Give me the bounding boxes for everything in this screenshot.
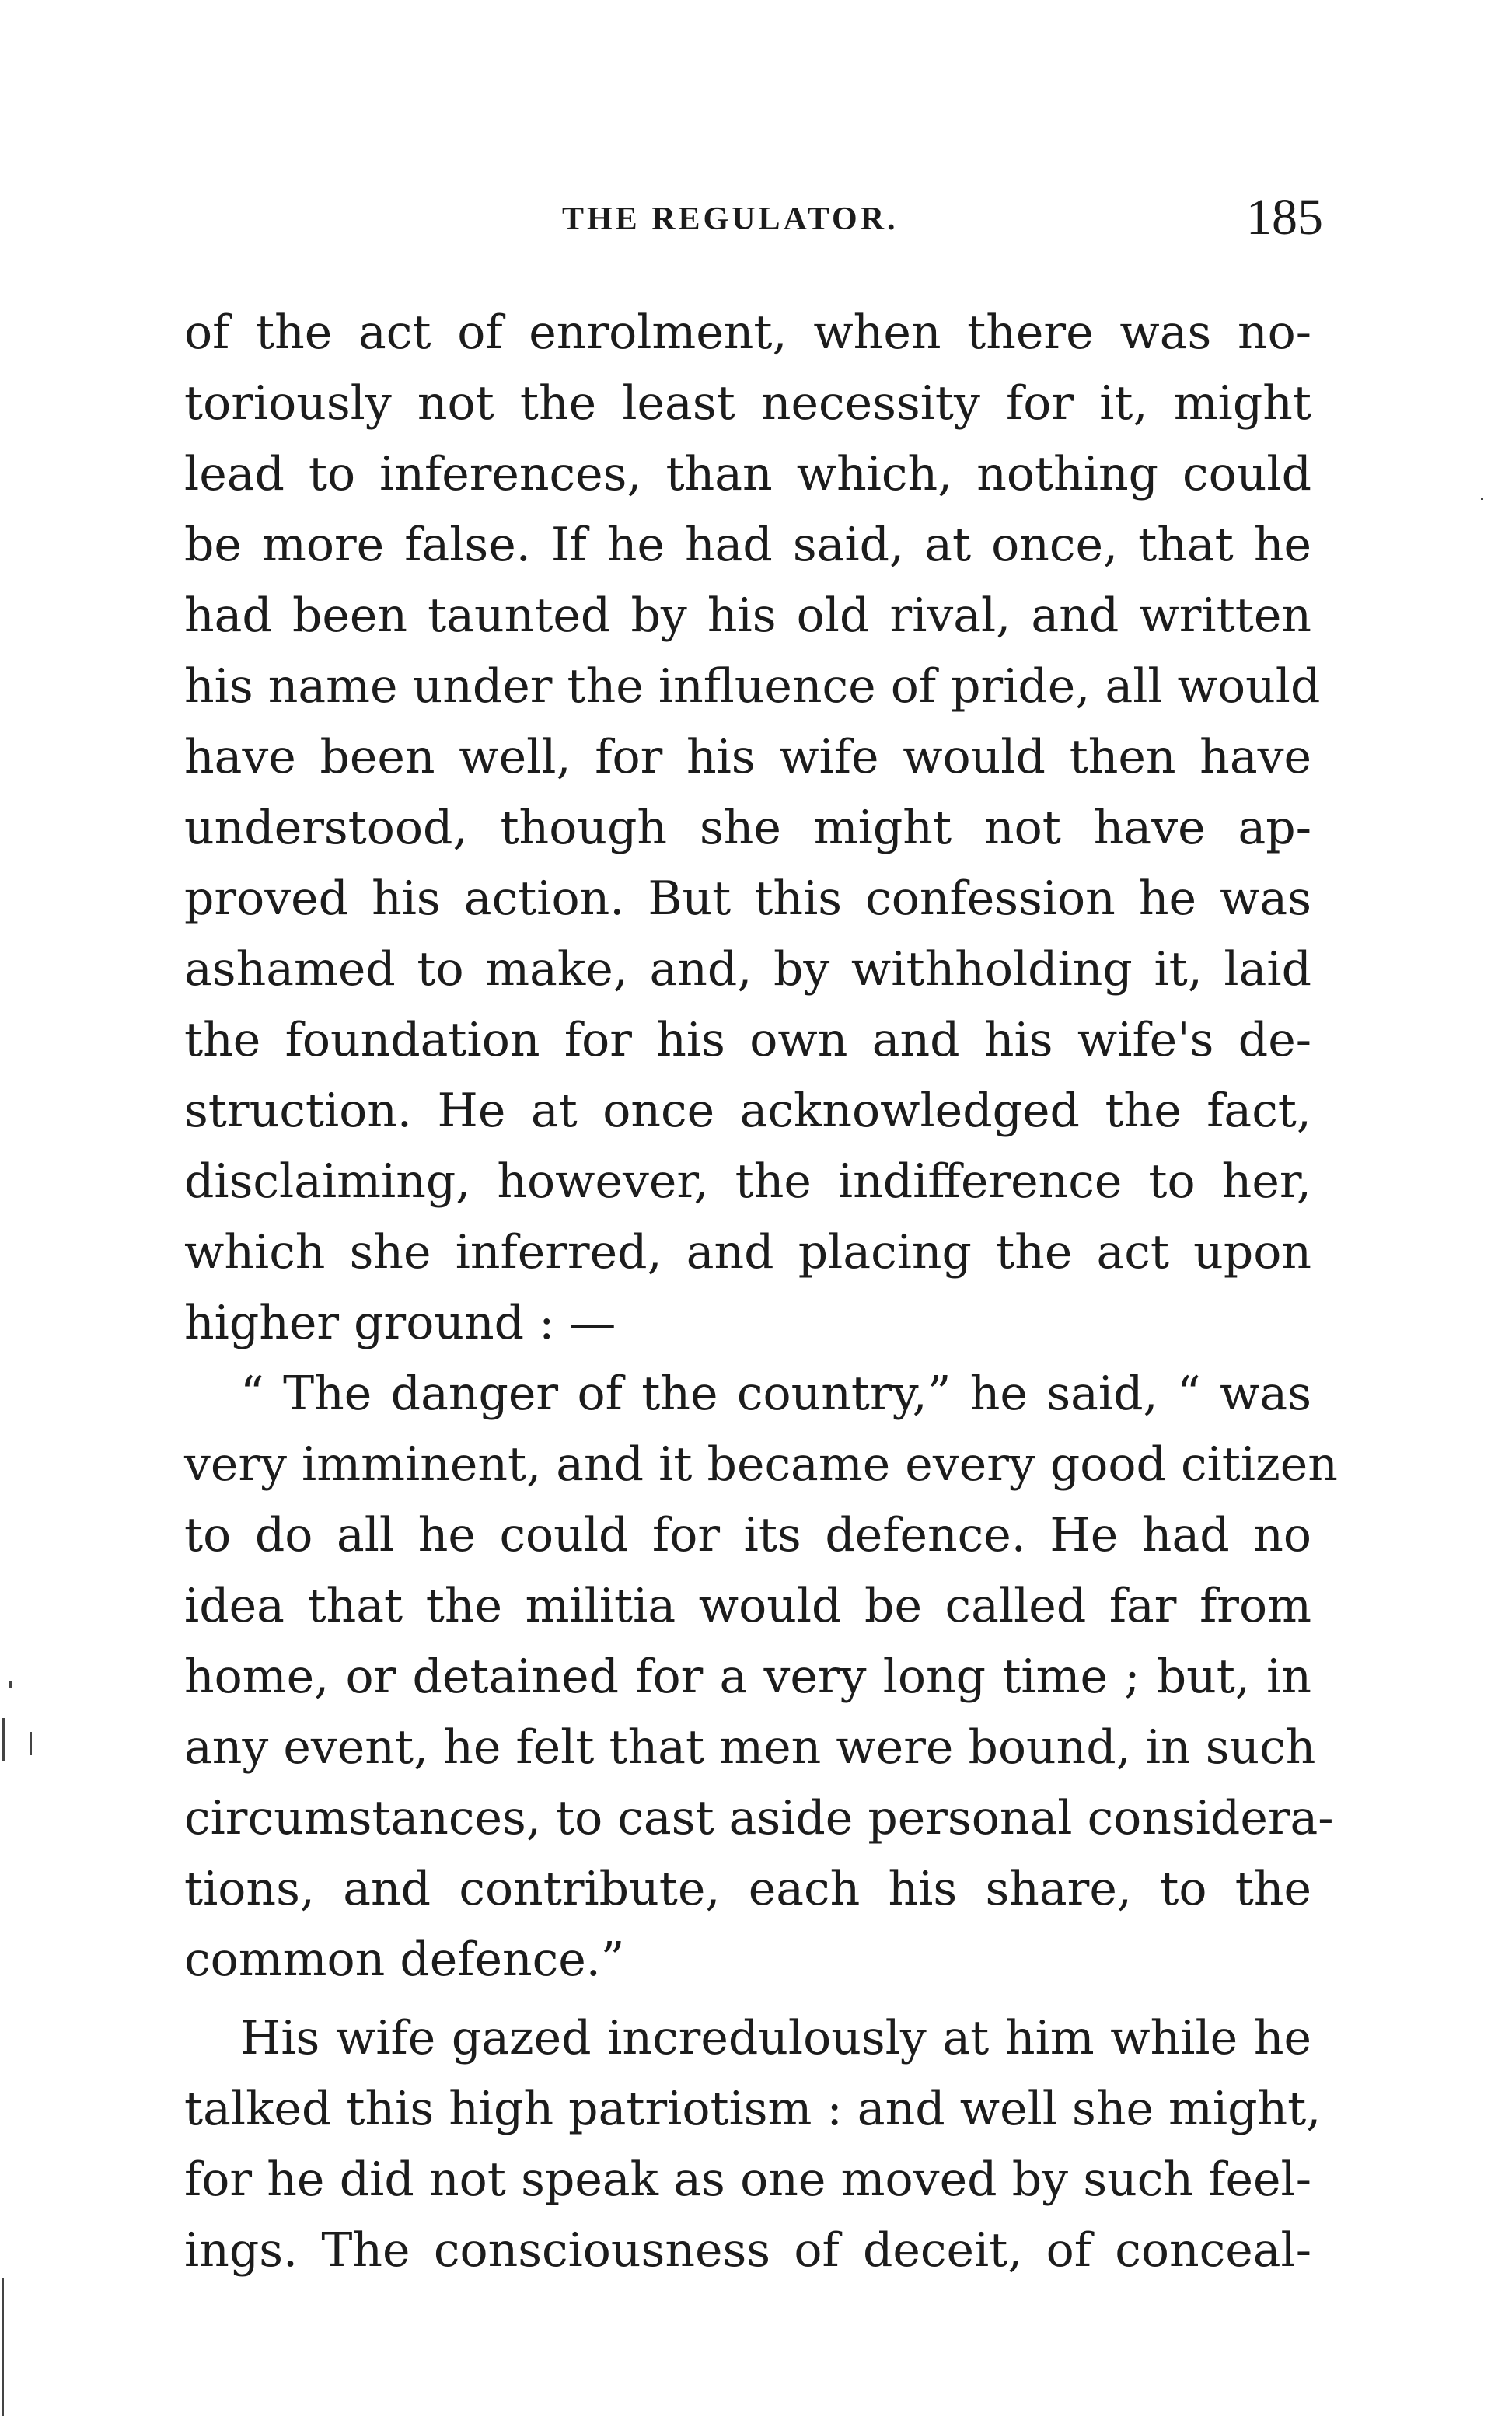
text-line: of the act of enrolment, when there was no- — [184, 305, 1311, 360]
text-line: talked this high patriotism : and well she might, — [184, 2082, 1322, 2136]
text-line: home, or detained for a very long time ; but, in — [184, 1650, 1311, 1704]
text-line: circumstances, to cast aside personal considera- — [184, 1791, 1334, 1845]
text-line: “ The danger of the country,” he said, “ was — [240, 1367, 1311, 1421]
text-line: be more false. If he had said, at once, that he — [184, 518, 1311, 572]
text-line: toriously not the least necessity for it, might — [184, 376, 1311, 431]
text-line: proved his action. But this confession he was — [184, 871, 1311, 926]
text-line: disclaiming, however, the indifference to her, — [184, 1154, 1311, 1209]
text-line: struction. He at once acknowledged the fact, — [184, 1084, 1311, 1138]
text-line: tions, and contribute, each his share, to the — [184, 1862, 1311, 1916]
text-line: ashamed to make, and, by withholding it, laid — [184, 942, 1311, 997]
text-line: understood, though she might not have ap- — [184, 801, 1311, 855]
text-line: very imminent, and it became every good citizen — [184, 1437, 1338, 1492]
text-line: had been taunted by his old rival, and written — [184, 588, 1311, 643]
text-line: for he did not speak as one moved by such feel- — [184, 2152, 1311, 2207]
text-line: have been well, for his wife would then have — [184, 730, 1311, 784]
scan-speck — [2, 2278, 4, 2416]
paragraph-1 — [184, 298, 1338, 2286]
text-line: higher ground : — — [184, 1296, 616, 1350]
scan-speck — [1481, 498, 1483, 500]
running-title: THE REGULATOR. — [562, 201, 899, 237]
text-line: lead to inferences, than which, nothing could — [184, 447, 1311, 501]
text-line: any event, he felt that men were bound, in such — [184, 1720, 1316, 1775]
text-line: common defence.” — [184, 1932, 625, 1987]
scan-speck — [2, 1718, 5, 1761]
scan-speck — [30, 1732, 32, 1755]
text-line: ings. The consciousness of deceit, of conceal- — [184, 2223, 1311, 2278]
text-line: which she inferred, and placing the act upon — [184, 1225, 1311, 1280]
text-line: his name under the influence of pride, all would — [184, 659, 1321, 714]
page-number: 185 — [1246, 189, 1323, 246]
scan-speck — [9, 1681, 12, 1688]
text-line: the foundation for his own and his wife's de- — [184, 1013, 1311, 1067]
text-line: to do all he could for its defence. He had no — [184, 1508, 1311, 1562]
text-line: idea that the militia would be called far from — [184, 1579, 1311, 1633]
text-line: His wife gazed incredulously at him while he — [240, 2011, 1311, 2065]
